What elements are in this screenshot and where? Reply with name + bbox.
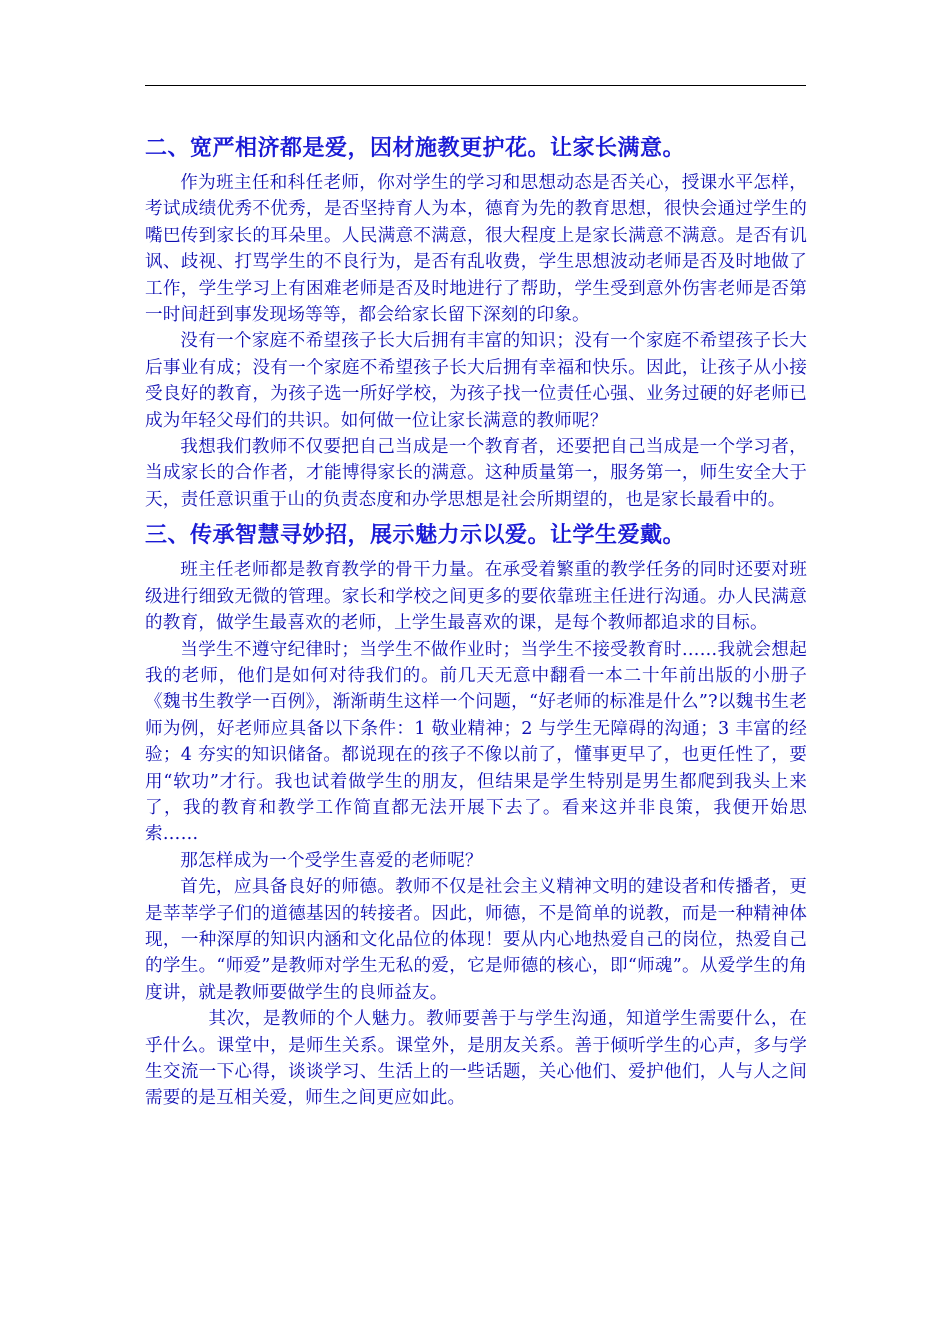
paragraph: 我想我们教师不仅要把自己当成是一个教育者，还要把自己当成是一个学习者，当成家长的合作者，才能博得家长的满意。这种质量第一，服务第一，师生安全大于天，责任意识重于山的负责态度和办学思想是社会所期望的，也是家长最看中的。 <box>145 437 807 510</box>
section-heading-2: 二、宽严相济都是爱，因材施教更护花。让家长满意。 <box>145 136 686 161</box>
paragraph: 作为班主任和科任老师，你对学生的学习和思想动态是否关心，授课水平怎样，考试成绩优秀不优秀，是否坚持育人为本，德育为先的教育思想，很快会通过学生的嘴巴传到家长的耳朵里。人民满意不满意，很大程度上是家长满意不满意。是否有讥讽、歧视、打骂学生的不良行为，是否有乱收费，学生思想波动老师是否及时地做了工作，学生学习上有困难老师是否及时地进行了帮助，学生受到意外伤害老师是否第一时间赶到事发现场等等，都会给家长留下深刻的印象。 <box>145 173 807 326</box>
paragraph: 没有一个家庭不希望孩子长大后拥有丰富的知识；没有一个家庭不希望孩子长大后事业有成；没有一个家庭不希望孩子长大后拥有幸福和快乐。因此，让孩子从小接受良好的教育，为孩子选一所好学校，为孩子找一位责任心强、业务过硬的好老师已成为年轻父母们的共识。如何做一位让家长满意的教师呢？ <box>145 331 807 431</box>
paragraph: 班主任老师都是教育教学的骨干力量。在承受着繁重的教学任务的同时还要对班级进行细致无微的管理。家长和学校之间更多的要依靠班主任进行沟通。办人民满意的教育，做学生最喜欢的老师，上学生最喜欢的课，是每个教师都追求的目标。 <box>145 560 807 634</box>
section-heading-3: 三、传承智慧寻妙招，展示魅力示以爱。让学生爱戴。 <box>145 523 686 549</box>
header-rule <box>145 85 806 86</box>
paragraph: 其次，是教师的个人魅力。教师要善于与学生沟通，知道学生需要什么，在乎什么。课堂中，是师生关系。课堂外，是朋友关系。善于倾听学生的心声，多与学生交流一下心得，谈谈学习、生活上的一些话题，关心他们、爱护他们，人与人之间需要的是互相关爱，师生之间更应如此。 <box>145 1009 807 1109</box>
paragraph: 那怎样成为一个受学生喜爱的老师呢？ <box>180 850 483 871</box>
paragraph: 首先，应具备良好的师德。教师不仅是社会主义精神文明的建设者和传播者，更是莘莘学子们的道德基因的转接者。因此，师德，不是简单的说教，而是一种精神体现，一种深厚的知识内涵和文化品位的体现！要从内心地热爱自己的岗位，热爱自己的学生。“师爱”是教师对学生无私的爱，它是师德的核心，即“师魂”。从爱学生的角度讲，就是教师要做学生的良师益友。 <box>145 877 807 1003</box>
document-body <box>145 128 807 1112</box>
paragraph: 当学生不遵守纪律时；当学生不做作业时；当学生不接受教育时……我就会想起我的老师，他们是如何对待我们的。前几天无意中翻看一本二十年前出版的小册子《魏书生教学一百例》，渐渐萌生这样一个问题，“好老师的标准是什么”?以魏书生老师为例，好老师应具备以下条件：1 敬业精神；2 与学生无障碍的沟通；3 丰富的经验；4 夯实的知识储备。都说现在的孩子不像以前了，懂事更早了，也更任性了，要用“软功”才行。我也试着做学生的朋友，但结果是学生特别是男生都爬到我头上来了，我的教育和教学工作简直都无法开展下去了。看来这并非良策，我便开始思索…… <box>145 639 807 845</box>
